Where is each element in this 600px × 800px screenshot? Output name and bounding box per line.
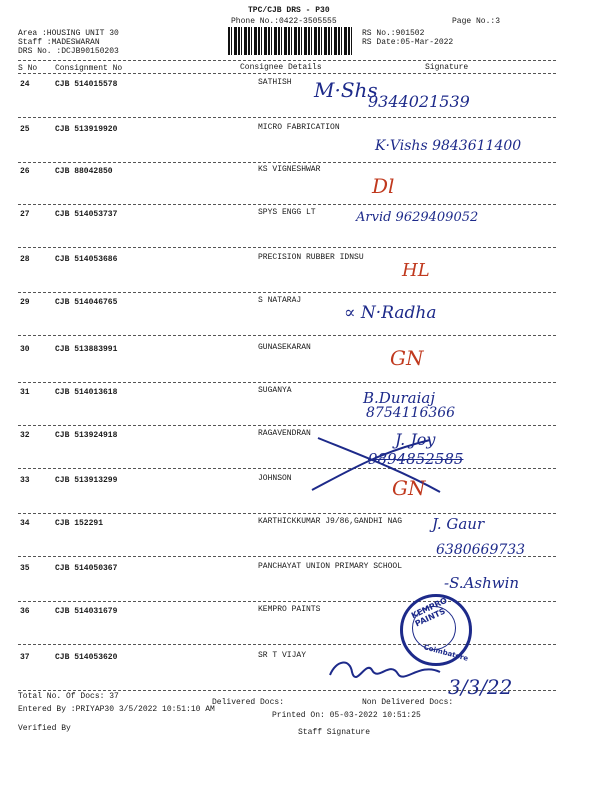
signature-25: K·Vishs 9843611400 (375, 138, 522, 154)
row-sno: 32 (20, 431, 30, 440)
stamp-bottom-text: Coimbatore (422, 643, 469, 663)
row-consignment-no: CJB 513919920 (55, 125, 118, 134)
row-sno: 36 (20, 607, 30, 616)
row-consignment-no: CJB 514050367 (55, 564, 118, 573)
column-header-signature: Signature (425, 63, 469, 72)
row-consignment-no: CJB 514013618 (55, 388, 118, 397)
row-consignee: MICRO FABRICATION (258, 123, 340, 132)
row-sno: 29 (20, 298, 30, 307)
row-consignment-no: CJB 513883991 (55, 345, 118, 354)
row-consignment-no: CJB 514053686 (55, 255, 118, 264)
signature-28: HL (402, 260, 430, 281)
row-consignment-no: CJB 513913299 (55, 476, 118, 485)
column-header-consignee: Consignee Details (240, 63, 322, 72)
row-consignee: PRECISION RUBBER IDNSU (258, 253, 364, 262)
signature-24-phone: 9344021539 (368, 92, 470, 111)
entered-by: Entered By :PRIYAP30 3/5/2022 10:51:10 AM (18, 705, 215, 714)
row-sno: 26 (20, 167, 30, 176)
row-sno: 28 (20, 255, 30, 264)
signature-29: ∝ N·Radha (344, 303, 437, 323)
row-consignee: KEMPRO PAINTS (258, 605, 321, 614)
row-consignee: SR T VIJAY (258, 651, 307, 660)
rs-date: RS Date:05-Mar-2022 (362, 38, 454, 47)
row-sno: 34 (20, 519, 30, 528)
stamp-top-text: KEMPRO PAINTS (409, 595, 449, 629)
row-sno: 30 (20, 345, 30, 354)
signature-37-date: 3/3/22 (448, 675, 513, 699)
row-sno: 24 (20, 80, 30, 89)
row-consignment-no: CJB 514031679 (55, 607, 118, 616)
row-consignment-no: CJB 514046765 (55, 298, 118, 307)
row-consignment-no: CJB 152291 (55, 519, 104, 528)
verified-by: Verified By (18, 724, 71, 733)
signature-34-phone: 6380669733 (436, 542, 526, 558)
row-consignee: RAGAVENDRAN (258, 429, 311, 438)
document-title: TPC/CJB DRS - P30 (248, 6, 330, 15)
row-consignee: JOHNSON (258, 474, 292, 483)
total-docs: Total No. Of Docs: 37 (18, 692, 119, 701)
divider (18, 690, 556, 691)
signature-31: B.Duraiaj (363, 389, 435, 407)
row-consignee: SUGANYA (258, 386, 292, 395)
drs-number: DRS No. :DCJB90150203 (18, 47, 119, 56)
row-sno: 31 (20, 388, 30, 397)
page-number: Page No.:3 (452, 17, 501, 26)
row-consignee: GUNASEKARAN (258, 343, 311, 352)
signature-30: GN (390, 346, 424, 370)
row-consignee: SATHISH (258, 78, 292, 87)
signature-35: -S.Ashwin (444, 574, 520, 592)
row-consignment-no: CJB 514015578 (55, 80, 118, 89)
phone-number: Phone No.:0422-3505555 (231, 17, 337, 26)
non-delivered-docs: Non Delivered Docs: (362, 698, 454, 707)
row-consignee: SPYS ENGG LT (258, 208, 316, 217)
row-consignee: KS VIGNESHWAR (258, 165, 321, 174)
row-consignee: PANCHAYAT UNION PRIMARY SCHOOL (258, 562, 403, 571)
row-consignment-no: CJB 514053737 (55, 210, 118, 219)
signature-27: Arvid 9629409052 (356, 210, 479, 225)
row-consignee: KARTHICKKUMAR J9/86,GANDHI NAG (258, 517, 403, 526)
signature-31-phone: 8754116366 (366, 405, 456, 421)
row-sno: 25 (20, 125, 30, 134)
column-header-sno: S No (18, 64, 38, 73)
signature-33: GN (392, 476, 426, 500)
row-sno: 27 (20, 210, 30, 219)
column-header-consignment: Consignment No (55, 64, 123, 73)
row-consignee: S NATARAJ (258, 296, 302, 305)
area-label: Area :HOUSING UNIT 30 (18, 29, 119, 38)
printed-on: Printed On: 05-03-2022 10:51:25 (272, 711, 421, 720)
row-consignment-no: CJB 88042850 (55, 167, 113, 176)
signature-32-phone: 9894852585 (368, 450, 464, 468)
staff-signature-label: Staff Signature (298, 728, 371, 737)
signature-24: M·Shs (314, 78, 378, 102)
signature-34: J. Gaur (432, 515, 485, 533)
staff-label: Staff :MADESWARAN (18, 38, 100, 47)
row-sno: 37 (20, 653, 30, 662)
company-stamp (400, 594, 472, 666)
row-consignment-no: CJB 513924918 (55, 431, 118, 440)
delivered-docs: Delivered Docs: (212, 698, 285, 707)
row-consignment-no: CJB 514053620 (55, 653, 118, 662)
row-sno: 35 (20, 564, 30, 573)
signature-26: Dl (372, 174, 395, 198)
row-sno: 33 (20, 476, 30, 485)
rs-number: RS No.:901502 (362, 29, 425, 38)
signature-32: J. Joy (395, 430, 436, 449)
